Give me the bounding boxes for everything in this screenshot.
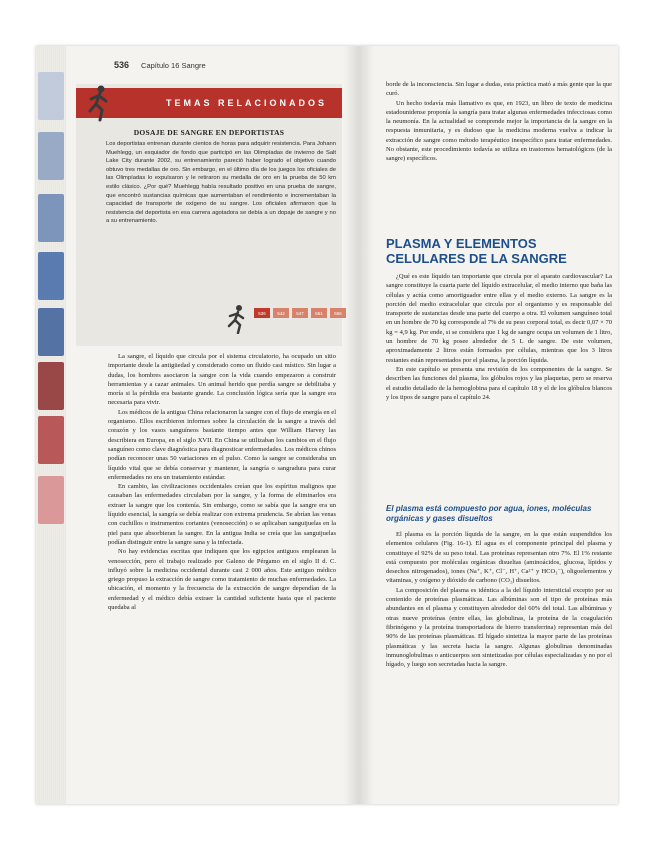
color-tab — [38, 416, 64, 464]
paragraph: No hay evidencias escritas que indiquen que los egipcios antiguos emplearan la venosección, pero el trabajo realizado por Galeno de Pérgamo en el siglo II d. C. influyó sobre la medicina occidental durante casi 2 000 años. Este antiguo médico griego propuso la extracción de sangre como tratamiento de muchas enfermedades. La ubicación, el momento y la frecuencia de la extracción de sangre dependían de la enfermedad y el médico debía extraer la cantidad suficiente hasta que el paciente quedaba al — [108, 548, 336, 612]
page-ref[interactable]: 547 — [292, 308, 308, 318]
page-ref[interactable]: 551 — [311, 308, 327, 318]
subsection-heading: El plasma está compuesto por agua, iones, moléculas orgánicas y gases disueltos — [386, 504, 592, 523]
right-column-mid — [386, 272, 612, 402]
running-header — [114, 60, 206, 70]
runner-icon — [86, 84, 112, 122]
page-ref[interactable]: 536 — [254, 308, 270, 318]
page-ref[interactable]: 556 — [330, 308, 346, 318]
paragraph: Los médicos de la antigua China relacionaron la sangre con el flujo de energía en el organismo. Ellos escribieron informes sobre la circulación de la sangre a través del corazón y los vasos sanguíneos bastante tiempo antes que William Harvey las describiera en Europa, en el siglo XVII. En China se utilizaban los cambios en el flujo sanguíneo como clave diagnóstica para diagnosticar enfermedades. Los médicos chinos podían reconocer unas 50 variaciones en el pulso. Como la sangre se consideraba un líquido vital que se debía conservar y mantener, la sangría o sangradura para curar enfermedades no era un tratamiento estándar. — [108, 408, 336, 481]
page-ref[interactable]: 542 — [273, 308, 289, 318]
color-tab — [38, 476, 64, 524]
book-page — [36, 46, 618, 804]
color-tab — [38, 362, 64, 410]
color-tab — [38, 194, 64, 242]
box-banner — [76, 88, 342, 118]
right-column-top — [386, 80, 612, 164]
runner-icon — [226, 304, 248, 334]
paragraph: Un hecho todavía más llamativo es que, en 1923, un libro de texto de medicina estadounidense proponía la sangría para tratar algunas enfermedades infecciosas como la neumonía. En la actualidad se comprende mejor la importancia de la sangre en la respuesta inmunitaria, y es dudoso que la medicina moderna vuelva a indicar la extracción de sangre como método terapéutico inespecífico para tratar enfermedades. No obstante, este procedimiento todavía se utiliza en trastornos hematológicos (de la sangre) específicos. — [386, 99, 612, 163]
related-topics-box — [76, 84, 342, 346]
related-pages — [254, 308, 346, 318]
color-tab — [38, 308, 64, 356]
paragraph: La sangre, el líquido que circula por el sistema circulatorio, ha ocupado un sitio importante desde la antigüedad y considerado como un fluido casi místico. Sin lugar a dudas, los hombres asociaron la sangre con la vida cuando empezaron a construir herramientas y a cazar animales. Un animal herido que perdía sangre se debilitaba y moría si la pérdida era bastante grande. La conclusión lógica sería que la sangre era necesaria para vivir. — [108, 353, 336, 407]
color-tab — [38, 72, 64, 120]
box-title: DOSAJE DE SANGRE EN DEPORTISTAS — [133, 128, 285, 137]
paragraph: En este capítulo se presenta una revisión de los componentes de la sangre. Se describen las funciones del plasma, los glóbulos rojos y las plaquetas, pero se reserva el estudio detallado de la hemoglobina para el capítulo 18 y el de los glóbulos blancos y los tipos de sangre para el capítulo 24. — [386, 365, 612, 401]
page-number: 536 — [114, 60, 130, 70]
paragraph: ¿Qué es este líquido tan importante que circula por el aparato cardiovascular? La sangre constituye la cuarta parte del líquido extracelular, el medio interno que baña las células y actúa como amortiguador entre ellas y el medio externo. La sangre es la porción del medio extracelular que circula por el organismo y es responsable del transporte de sustancias desde una parte del cuerpo a otra. El volumen sanguíneo total en un hombre de 70 kg corresponde al 7% de su peso corporal total, es decir 0,07 × 70 kg = 4,9 kg. Por ende, si se considera que 1 kg de sangre ocupa un volumen de 1 litro, un hombre de 70 kg posee alrededor de 5 L de sangre. De este volumen, aproximadamente 2 litros están formados por células, mientras que los 3 litros restantes están representados por el plasma, la porción líquida. — [386, 273, 612, 364]
box-banner-text: TEMAS RELACIONADOS — [166, 98, 328, 108]
book-spine-shadow — [344, 46, 374, 804]
box-body: Los deportistas entrenan durante cientos de horas para adquirir resistencia. Para Johann Muehlegg, un esquiador de fondo que participó en las Olimpíadas de invierno de Salt Lake City durante 2002, su entrenamiento pareció haber logrado el objetivo cuando obtuvo tres medallas de oro. Sin embargo, en el último día de los juegos los oficiales de las Olimpíadas lo expulsaron y le retiraron su medalla de oro en la prueba de 50 km estilo clásico. ¿Por qué? Muehlegg había resultado positivo en una prueba de sangre, que encontró sustancias químicas que aumentaban el rendimiento e incrementaban la capacidad de transporte de oxígeno de su sangre. Los oficiales afirmaron que la resistencia del deportista en esa carrera agotadora se debía a un dopaje de sangre y no a su entrenamiento. — [106, 141, 336, 225]
chapter-title: Capítulo 16 Sangre — [141, 61, 206, 70]
section-heading: PLASMA Y ELEMENTOS CELULARES DE LA SANGRE — [386, 236, 567, 266]
paragraph: borde de la inconsciencia. Sin lugar a dudas, esta práctica mató a más gente que la que curó. — [386, 81, 612, 98]
paragraph: El plasma es la porción líquida de la sangre, en la que están suspendidos los elementos celulares (Fig. 16-1). El agua es el componente principal del plasma y constituye el 92% de su peso total. Las proteínas representan otro 7%. El 1% restante está compuesto por moléculas orgánicas disueltas (aminoácidos, glucosa, lípidos y desechos nitrogenados), iones (Na⁺, K⁺, Cl⁻, H⁺, Ca²⁺ y HCO₃⁻), oligoelementos y vitaminas, y oxígeno y dióxido de carbono (CO₂) disueltos. — [386, 531, 612, 585]
paragraph: La composición del plasma es idéntica a la del líquido intersticial excepto por su contenido de proteínas plasmáticas. Las albúminas son el tipo de proteínas más abundantes en el plasma y constituyen alrededor del 60% del total. Las albúminas y otras nueve proteínas (entre ellas, las globulinas, la proteína de la coagulación fibrinógeno y la proteína transportadora de hierro transferrina) representan más del 90% de las proteínas plasmáticas. El hígado sintetiza la mayor parte de las proteínas plasmáticas y las secreta hacia la sangre. Algunas globulinas denominadas inmunoglobulinas o anticuerpos son sintetizadas por células especializadas y no por el hígado, y luego son secretadas hacia la sangre. — [386, 586, 612, 669]
left-column — [108, 352, 336, 612]
right-column-bottom — [386, 530, 612, 669]
page-edges — [36, 46, 66, 804]
paragraph: En cambio, las civilizaciones occidentales creían que los espíritus malignos que causaban las enfermedades circulaban por la sangre, y la forma de eliminarlos era extraer la sangre que los contenía. Sin embargo, como se sabía que la sangre era un líquido esencial, la sangría se debía realizar con extrema prudencia. Se abrían las venas con cuchillos o instrumentos cortantes (venosección) o se aplicaban sanguijuelas en la piel para que absorbieran la sangre. En la antigua India se creía que las sanguijuelas podían distinguir entre la sangre sana y la infectada. — [108, 483, 336, 546]
color-tab — [38, 132, 64, 180]
color-tab — [38, 252, 64, 300]
